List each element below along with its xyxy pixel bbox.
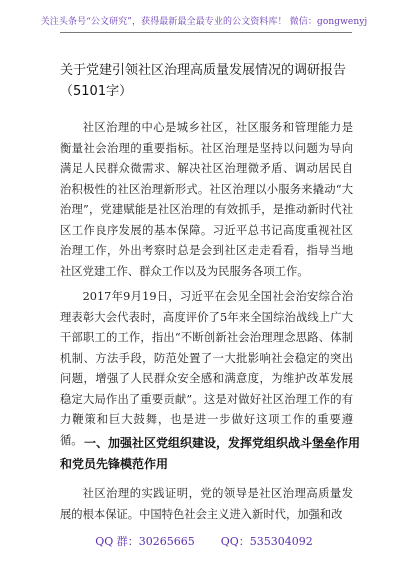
body-paragraph-2: 2017年9月19日，习近平在会见全国社会治安综合治理表彰大会代表时，高度评价了5年来全国综治战线上广大干部职工的工作，指出“不断创新社会治理理念思路、体制机制、方法手段，防范处置了一大批影响社会稳定的突出问题，增强了人民群众安全感和满意度，为维护改革发展稳定大局作出了重要贡献”。这是对做好社区治理工作的有力鞭策和巨大鼓舞，也是进一步做好这项工作的重要遵循。 <box>60 290 353 447</box>
footer-qq: QQ：535304092 <box>220 535 313 548</box>
footer-qq-group: QQ 群：30265665 <box>95 535 195 548</box>
header-banner: 关注头条号“公文研究”，获得最新最全最专业的公文资料库！ 微信：gongwenyj <box>40 17 368 27</box>
header-divider <box>60 32 352 33</box>
body-paragraph-1: 社区治理的中心是城乡社区，社区服务和管理能力是衡量社会治理的重要指标。社区治理是坚持以问题为导向满足人民群众微需求、解决社区治理微矛盾、调动居民自治积极性的社区治理新形式。社区治理以小服务来撬动“大治理”，党建赋能是社区治理的有效抓手，是推动新时代社区工作良序发展的基本保障。习近平总书记高度重视社区治理工作，外出考察时总是会到社区走走看看，指导当地社区党建工作、群众工作以及为民服务各项工作。 <box>60 121 353 278</box>
document-title: 关于党建引领社区治理高质量发展情况的调研报告（5101字） <box>60 63 347 99</box>
body-paragraph-3: 社区治理的实践证明，党的领导是社区治理高质量发展的根本保证。中国特色社会主义进入新时代，加强和改 <box>60 487 353 521</box>
section-heading-1: 一、加强社区党组织建设，发挥党组织战斗堡垒作用和党员先锋模范作用 <box>60 436 361 471</box>
footer-contact <box>0 533 408 549</box>
